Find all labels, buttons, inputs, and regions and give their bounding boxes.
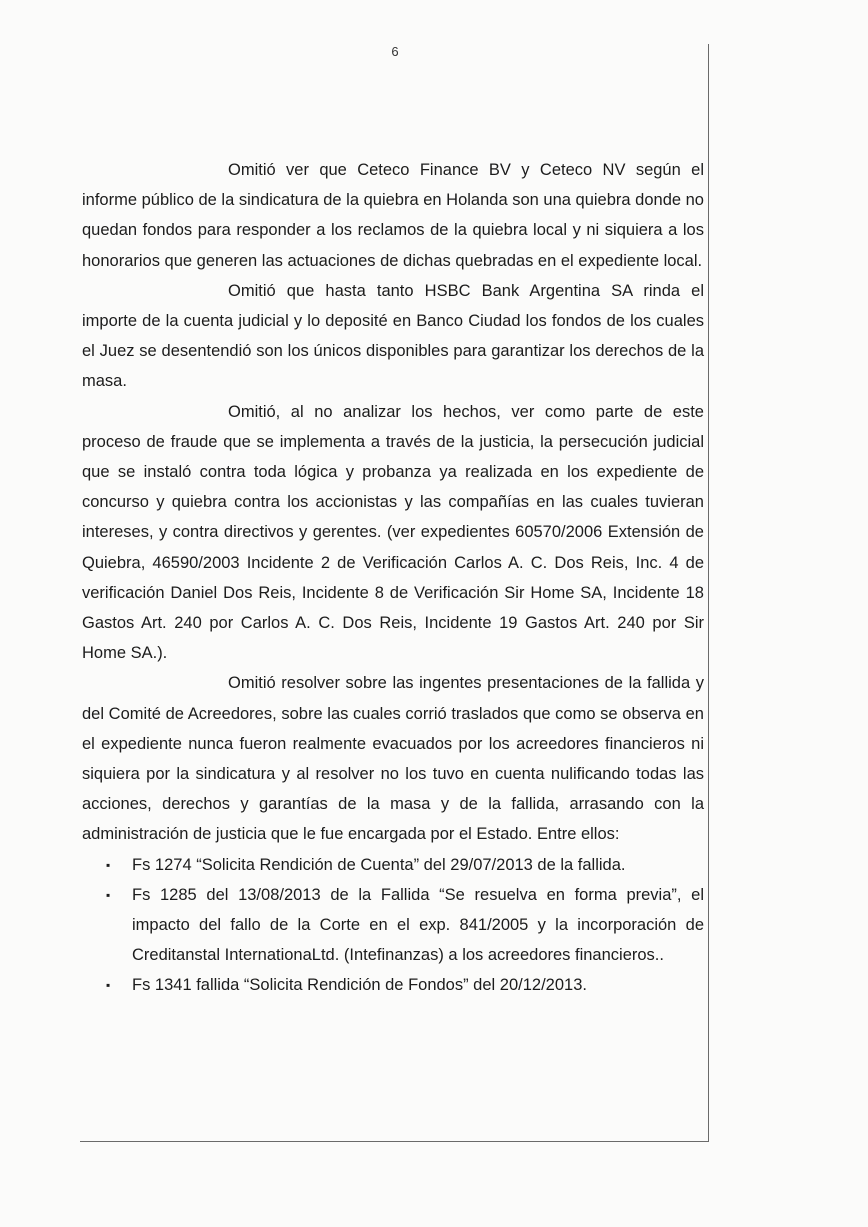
- paragraph-presentaciones: Omitió resolver sobre las ingentes presentaciones de la fallida y del Comité de Acreedores, sobre las cuales corrió traslados que como se observa en el expediente nunca fueron realmente evacuados por los acreedores financieros ni siquiera por la sindicatura y al resolver no los tuvo en cuenta nulificando todas las acciones, derechos y garantías de la masa y de la fallida, arrasando con la administración de justicia que le fue encargada por el Estado. Entre ellos:: [82, 674, 704, 844]
- list-item-text: Fs 1274 “Solicita Rendición de Cuenta” del 29/07/2013 de la fallida.: [132, 855, 626, 874]
- list-item-text: Fs 1285 del 13/08/2013 de la Fallida “Se resuelva en forma previa”, el impacto del fallo de la Corte en el exp. 841/2005 y la incorporación de Creditanstal InternationaLtd. (Intefinanzas) a los acreedores financieros..: [132, 885, 704, 965]
- bullet-icon: ▪: [106, 887, 111, 902]
- bottom-margin-rule: [80, 1141, 709, 1142]
- list-item: [82, 880, 704, 971]
- list-item-text: Fs 1341 fallida “Solicita Rendición de Fondos” del 20/12/2013.: [132, 976, 587, 995]
- list-item: [82, 850, 704, 880]
- list-item: [82, 970, 704, 1000]
- bullet-icon: ▪: [106, 857, 111, 872]
- presentations-list: [82, 850, 704, 1001]
- paragraph-hsbc: Omitió que hasta tanto HSBC Bank Argentina SA rinda el importe de la cuenta judicial y lo deposité en Banco Ciudad los fondos de los cuales el Juez se desentendió son los únicos disponibles para garantizar los derechos de la masa.: [82, 281, 704, 391]
- page-number: 6: [391, 44, 399, 59]
- paragraph-ceteco: Omitió ver que Ceteco Finance BV y Ceteco NV según el informe público de la sindicatura de la quiebra en Holanda son una quiebra donde no quedan fondos para responder a los reclamos de la quiebra local y ni siquiera a los honorarios que generen las actuaciones de dichas quebradas en el expediente local.: [82, 161, 704, 270]
- document-body: [82, 155, 704, 1001]
- paragraph-persecucion: Omitió, al no analizar los hechos, ver como parte de este proceso de fraude que se implementa a través de la justicia, la persecución judicial que se instaló contra toda lógica y probanza ya realizada en los expediente de concurso y quiebra contra los accionistas y las compañías en las cuales tuvieran intereses, y contra directivos y gerentes. (ver expedientes 60570/2006 Extensión de Quiebra, 46590/2003 Incidente 2 de Verificación Carlos A. C. Dos Reis, Inc. 4 de verificación Daniel Dos Reis, Incidente 8 de Verificación Sir Home SA, Incidente 18 Gastos Art. 240 por Carlos A. C. Dos Reis, Incidente 19 Gastos Art. 240 por Sir Home SA.).: [82, 402, 704, 663]
- bullet-icon: ▪: [106, 978, 111, 993]
- right-margin-rule: [708, 44, 709, 1142]
